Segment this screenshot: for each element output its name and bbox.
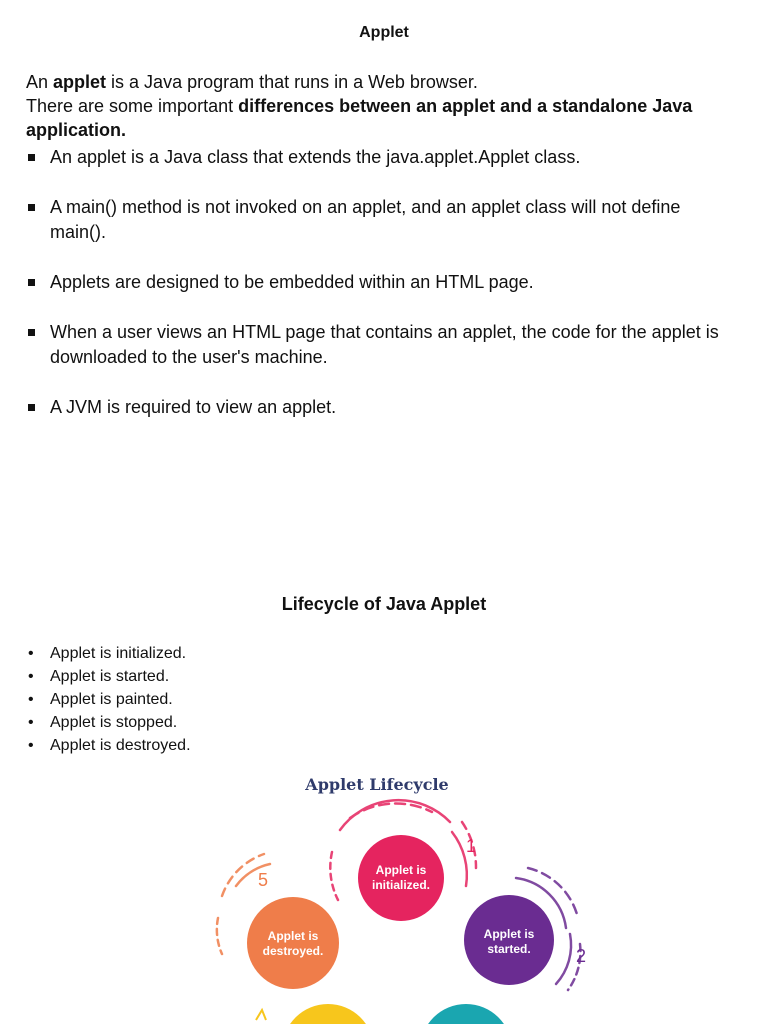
node-destroyed-line2: destroyed. [262, 944, 324, 958]
intro-paragraph [26, 70, 746, 142]
node-destroyed-line1: Applet is [267, 929, 319, 943]
list-item: When a user views an HTML page that contains an applet, the code for the applet is downloaded to the user's machine. [26, 320, 726, 370]
swirl-partial-yellow [256, 1010, 266, 1020]
lifecycle-steps-list [26, 642, 191, 757]
page-title: Applet [359, 24, 409, 41]
list-item: Applets are designed to be embedded within an HTML page. [26, 270, 726, 295]
intro-line-1 [26, 70, 746, 94]
node-stopped-circle-partial [282, 1004, 374, 1024]
list-item: A JVM is required to view an applet. [26, 395, 726, 420]
intro-line-2-pre: There are some important [26, 96, 239, 116]
list-item: A main() method is not invoked on an applet, and an applet class will not define main(). [26, 195, 726, 245]
intro-line-1-post: is a Java program that runs in a Web browser. [106, 72, 478, 92]
node-started-line2: started. [487, 942, 531, 956]
node-initialized-line2: initialized. [371, 878, 431, 892]
node-started-number: 2 [576, 946, 587, 966]
intro-line-2-bold: differences between an applet and a standalone Java application. [26, 96, 693, 140]
diagram-title: Applet Lifecycle [305, 775, 449, 794]
node-destroyed-circle [247, 897, 339, 989]
node-initialized-number: 1 [466, 836, 477, 856]
list-item: • Applet is initialized. [26, 642, 191, 665]
intro-line-2 [26, 94, 746, 142]
node-destroyed-number: 5 [258, 870, 269, 890]
intro-line-1-pre: An [26, 72, 54, 92]
lifecycle-title: Lifecycle of Java Applet [281, 594, 487, 614]
differences-list [26, 145, 726, 445]
list-item: • Applet is started. [26, 665, 191, 688]
lifecycle-diagram-svg [200, 768, 620, 1024]
intro-line-1-bold: applet [53, 72, 107, 92]
node-painted-circle-partial [420, 1004, 512, 1024]
node-initialized-line1: Applet is [375, 863, 427, 877]
list-item: An applet is a Java class that extends the java.applet.Applet class. [26, 145, 726, 170]
node-started-line1: Applet is [483, 927, 535, 941]
list-item: • Applet is painted. [26, 688, 191, 711]
list-item: • Applet is destroyed. [26, 734, 191, 757]
applet-lifecycle-diagram [200, 768, 620, 1024]
list-item: • Applet is stopped. [26, 711, 191, 734]
